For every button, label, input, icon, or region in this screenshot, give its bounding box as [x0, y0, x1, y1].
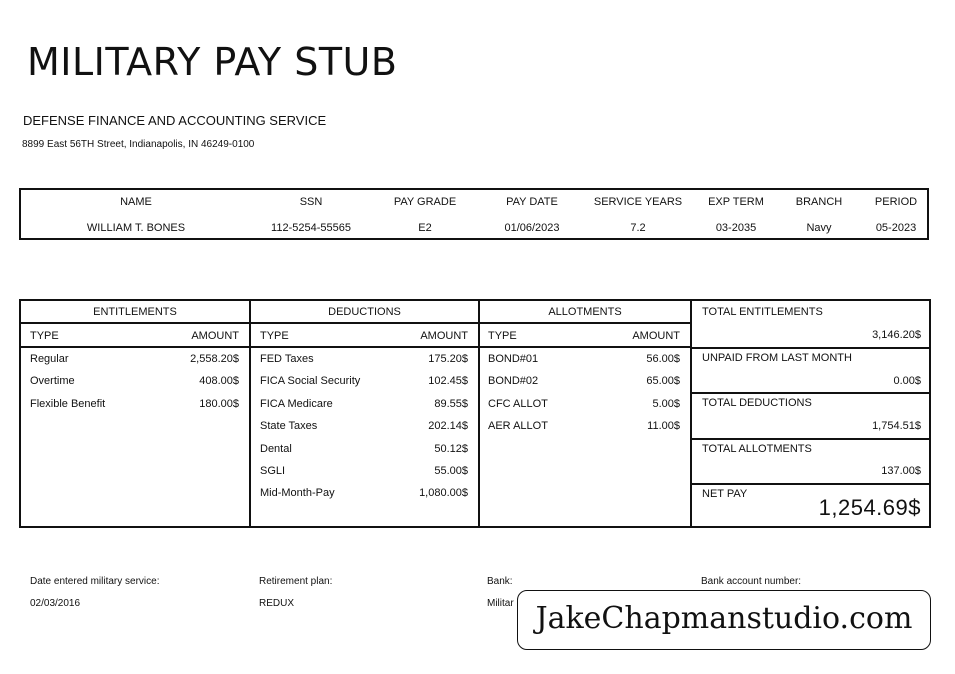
- deduction-type: SGLI: [260, 465, 286, 477]
- deduction-amount: 175.20$: [428, 353, 468, 365]
- employee-info-table: [19, 188, 929, 240]
- allotments-type-header: TYPE: [488, 330, 517, 342]
- entitlement-type: Regular: [30, 353, 69, 365]
- deduction-amount: 50.12$: [434, 443, 468, 455]
- bank-label: Bank:: [487, 576, 513, 587]
- organization-name: DEFENSE FINANCE AND ACCOUNTING SERVICE: [23, 113, 327, 128]
- info-header: SERVICE YEARS: [593, 196, 683, 208]
- date-entered-label: Date entered military service:: [30, 576, 160, 587]
- info-value: 7.2: [630, 222, 646, 234]
- total-deductions-label: TOTAL DEDUCTIONS: [702, 397, 812, 409]
- column-divider: [249, 301, 251, 526]
- column-divider: [478, 301, 480, 526]
- bank-value: Militar: [487, 598, 514, 609]
- info-header: PERIOD: [874, 196, 918, 208]
- allotments-title: ALLOTMENTS: [548, 306, 622, 318]
- total-allotments-label: TOTAL ALLOTMENTS: [702, 443, 812, 455]
- info-value: Navy: [806, 222, 832, 234]
- entitlement-amount: 2,558.20$: [190, 353, 239, 365]
- watermark-badge: JakeChapmanstudio.com: [517, 590, 931, 650]
- allotments-amount-header: AMOUNT: [632, 330, 680, 342]
- retirement-plan-label: Retirement plan:: [259, 576, 333, 587]
- allotment-type: BOND#02: [488, 375, 539, 387]
- totals-divider: [690, 347, 929, 349]
- bank-account-number-label: Bank account number:: [701, 576, 802, 587]
- entitlement-amount: 408.00$: [199, 375, 239, 387]
- column-header-divider: [21, 346, 690, 348]
- deduction-type: FICA Social Security: [260, 375, 361, 387]
- date-entered-value: 02/03/2016: [30, 598, 81, 609]
- deduction-type: State Taxes: [260, 420, 318, 432]
- deductions-type-header: TYPE: [260, 330, 289, 342]
- total-deductions-value: 1,754.51$: [872, 420, 921, 432]
- allotment-type: CFC ALLOT: [488, 398, 548, 410]
- deduction-type: Dental: [260, 443, 292, 455]
- deductions-amount-header: AMOUNT: [420, 330, 468, 342]
- entitlements-title: ENTITLEMENTS: [93, 306, 177, 318]
- deduction-amount: 1,080.00$: [419, 487, 468, 499]
- info-value: 05-2023: [875, 222, 917, 234]
- info-value: 01/06/2023: [504, 222, 560, 234]
- allotment-type: BOND#01: [488, 353, 539, 365]
- totals-divider: [690, 483, 929, 485]
- info-header: SSN: [299, 196, 323, 208]
- entitlement-type: Overtime: [30, 375, 75, 387]
- allotment-type: AER ALLOT: [488, 420, 548, 432]
- deductions-title: DEDUCTIONS: [328, 306, 401, 318]
- column-divider: [690, 301, 692, 526]
- allotment-amount: 5.00$: [652, 398, 680, 410]
- deduction-amount: 55.00$: [434, 465, 468, 477]
- total-entitlements-value: 3,146.20$: [872, 329, 921, 341]
- allotment-amount: 56.00$: [646, 353, 680, 365]
- totals-divider: [690, 438, 929, 440]
- entitlement-type: Flexible Benefit: [30, 398, 106, 410]
- total-allotments-value: 137.00$: [881, 465, 921, 477]
- info-header: NAME: [120, 196, 152, 208]
- info-value: WILLIAM T. BONES: [86, 222, 186, 234]
- unpaid-last-month-label: UNPAID FROM LAST MONTH: [702, 352, 852, 364]
- unpaid-last-month-value: 0.00$: [893, 375, 921, 387]
- deduction-type: FED Taxes: [260, 353, 314, 365]
- net-pay-label: NET PAY: [702, 488, 748, 500]
- info-value: 03-2035: [715, 222, 757, 234]
- total-entitlements-label: TOTAL ENTITLEMENTS: [702, 306, 823, 318]
- entitlements-type-header: TYPE: [30, 330, 59, 342]
- organization-address: 8899 East 56TH Street, Indianapolis, IN 46249-0100: [22, 139, 255, 150]
- section-header-divider: [21, 322, 690, 324]
- info-header: BRANCH: [795, 196, 843, 208]
- deduction-type: Mid-Month-Pay: [260, 487, 335, 499]
- allotment-amount: 11.00$: [647, 420, 680, 432]
- info-value: 112-5254-55565: [271, 222, 351, 234]
- totals-divider: [690, 392, 929, 394]
- pay-details-table: [19, 299, 931, 528]
- retirement-plan-value: REDUX: [259, 598, 295, 609]
- page-title: MILITARY PAY STUB: [27, 40, 398, 84]
- info-header: PAY GRADE: [393, 196, 457, 208]
- allotment-amount: 65.00$: [646, 375, 680, 387]
- deduction-amount: 102.45$: [428, 375, 468, 387]
- entitlement-amount: 180.00$: [199, 398, 239, 410]
- info-header: EXP TERM: [708, 196, 764, 208]
- info-header: PAY DATE: [506, 196, 558, 208]
- net-pay-value: 1,254.69$: [818, 495, 921, 520]
- entitlements-amount-header: AMOUNT: [191, 330, 239, 342]
- deduction-amount: 89.55$: [434, 398, 468, 410]
- deduction-type: FICA Medicare: [260, 398, 333, 410]
- deduction-amount: 202.14$: [428, 420, 468, 432]
- info-value: E2: [418, 222, 432, 234]
